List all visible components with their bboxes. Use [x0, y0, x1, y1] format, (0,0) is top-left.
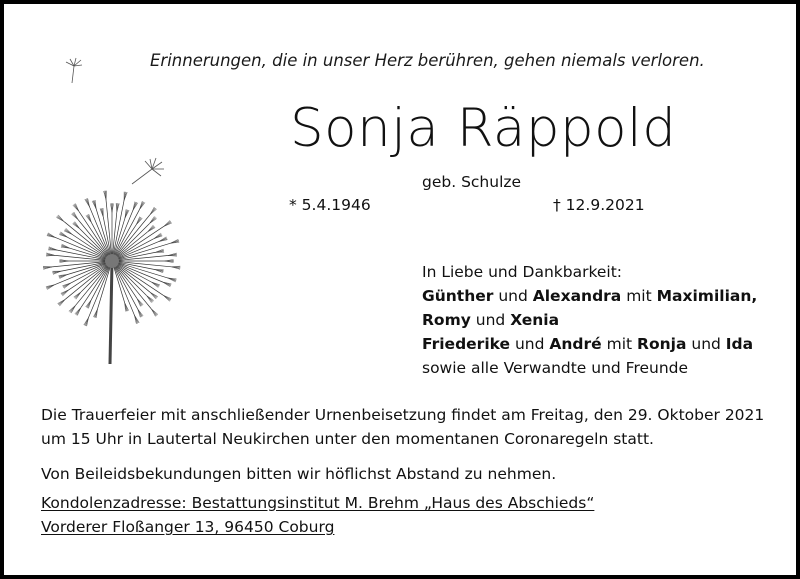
- connector: mit: [621, 287, 657, 305]
- mourner-name: Ida: [725, 335, 754, 353]
- funeral-info: [41, 403, 764, 486]
- mourners-line: [422, 332, 757, 356]
- mourner-name: Ronja: [637, 335, 687, 353]
- motto-quote: Erinnerungen, die in unser Herz berühren, gehen niemals verloren.: [150, 51, 705, 70]
- death-date: † 12.9.2021: [553, 196, 645, 214]
- mourner-name: Alexandra: [532, 287, 622, 305]
- mourner-name: Günther: [422, 287, 494, 305]
- connector: und: [686, 335, 726, 353]
- mourners-intro: In Liebe und Dankbarkeit:: [422, 263, 623, 281]
- funeral-line: Die Trauerfeier mit anschließender Urnenbeisetzung findet am Freitag, den 29. Oktober 2021: [41, 406, 765, 424]
- connector: und: [510, 335, 550, 353]
- funeral-line: um 15 Uhr in Lautertal Neukirchen unter den momentanen Coronaregeln statt.: [41, 430, 654, 448]
- mourners-block: [422, 260, 757, 380]
- floating-seed-icon: [66, 58, 82, 83]
- deceased-name: Sonja Räppold: [290, 98, 677, 159]
- mourner-name: André: [549, 335, 602, 353]
- mourner-name: Maximilian,: [656, 287, 758, 305]
- condolence-address: [41, 491, 594, 539]
- mourners-closing: sowie alle Verwandte und Freunde: [422, 359, 689, 377]
- mourners-line: [422, 284, 757, 308]
- mourners-line: [422, 308, 757, 332]
- mourner-name: Xenia: [510, 311, 560, 329]
- connector: und: [493, 287, 533, 305]
- birth-date: * 5.4.1946: [289, 196, 371, 214]
- connector: mit: [601, 335, 638, 353]
- connector: und: [470, 311, 511, 329]
- maiden-name: geb. Schulze: [422, 173, 522, 191]
- floating-seed-icon: [132, 158, 164, 184]
- address-line: Kondolenzadresse: Bestattungsinstitut M. Brehm „Haus des Abschieds“: [41, 494, 595, 512]
- dandelion-icon: [43, 191, 180, 364]
- mourner-name: Friederike: [422, 335, 511, 353]
- address-line: Vorderer Floßanger 13, 96450 Coburg: [41, 518, 335, 536]
- condolence-note: Von Beileidsbekundungen bitten wir höflichst Abstand zu nehmen.: [41, 465, 557, 483]
- mourner-name: Romy: [422, 311, 471, 329]
